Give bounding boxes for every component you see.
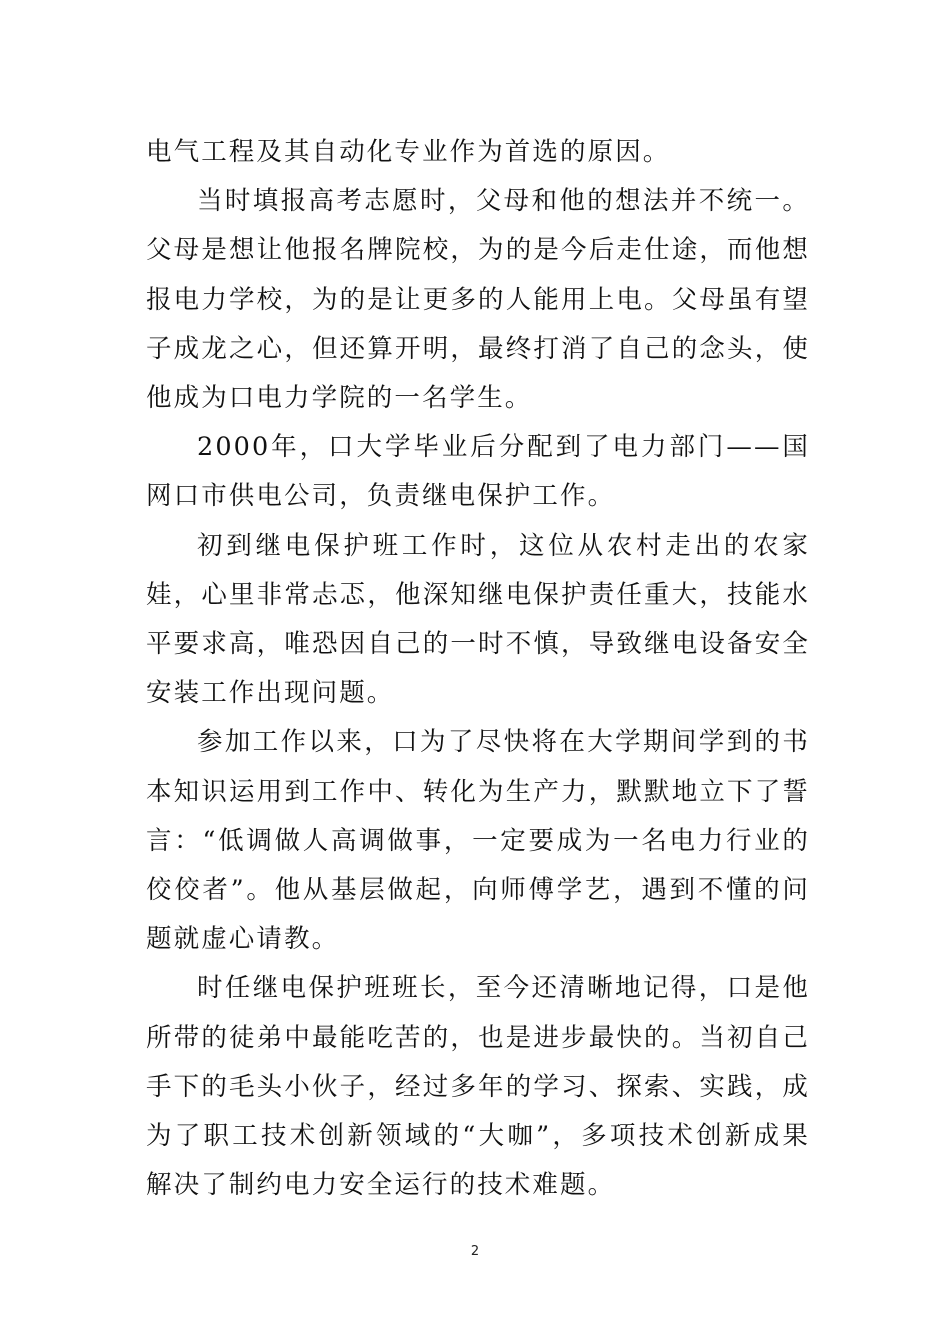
paragraph: 2000年，口大学毕业后分配到了电力部门——国网口市供电公司，负责继电保护工作。 — [146, 432, 810, 512]
paragraph: 参加工作以来，口为了尽快将在大学期间学到的书本知识运用到工作中、转化为生产力，默默地立下了誓言：“低调做人高调做事，一定要成为一名电力行业的佼佼者”。他从基层做起，向师傅学艺，遇到不懂的问题就虚心请教。 — [146, 727, 810, 955]
body-text — [146, 128, 810, 1210]
paragraph: 当时填报高考志愿时，父母和他的想法并不统一。父母是想让他报名牌院校，为的是今后走仕途，而他想报电力学校，为的是让更多的人能用上电。父母虽有望子成龙之心，但还算开明，最终打消了自己的念头，使他成为口电力学院的一名学生。 — [146, 186, 810, 414]
paragraph-continued: 电气工程及其自动化专业作为首选的原因。 — [146, 137, 671, 167]
paragraph: 初到继电保护班工作时，这位从农村走出的农家娃，心里非常忐忑，他深知继电保护责任重大，技能水平要求高，唯恐因自己的一时不慎，导致继电设备安全安装工作出现问题。 — [146, 530, 810, 709]
page-number: 2 — [470, 1244, 480, 1259]
paragraph: 时任继电保护班班长，至今还清晰地记得，口是他所带的徒弟中最能吃苦的，也是进步最快的。当初自己手下的毛头小伙子，经过多年的学习、探索、实践，成为了职工技术创新领域的“大咖”，多项技术创新成果解决了制约电力安全运行的技术难题。 — [146, 973, 810, 1201]
